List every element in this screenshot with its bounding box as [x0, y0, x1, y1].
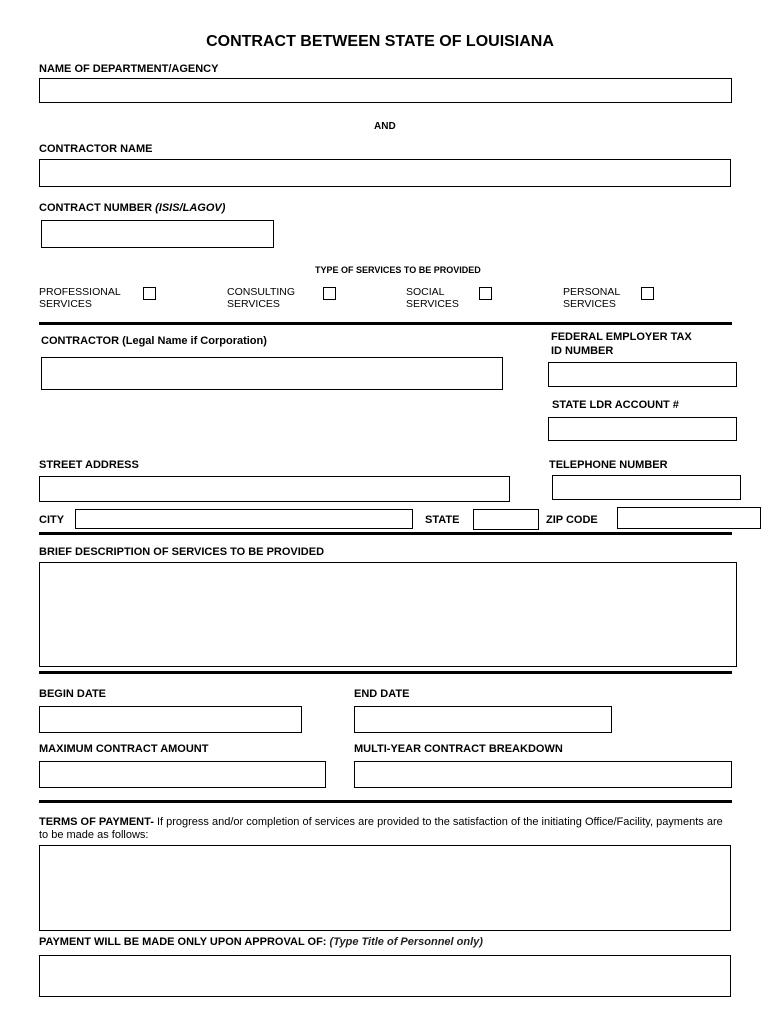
- city-field[interactable]: [75, 509, 413, 529]
- multi-year-label: MULTI-YEAR CONTRACT BREAKDOWN: [354, 743, 563, 755]
- service-option-social: SOCIAL SERVICES: [406, 286, 459, 310]
- telephone-field[interactable]: [552, 475, 741, 500]
- service-option-personal: PERSONAL SERVICES: [563, 286, 621, 310]
- consulting-services-checkbox[interactable]: [323, 287, 336, 300]
- ldr-label: STATE LDR ACCOUNT #: [552, 399, 679, 411]
- begin-date-label: BEGIN DATE: [39, 688, 107, 700]
- max-amount-field[interactable]: [39, 761, 326, 788]
- fein-field[interactable]: [548, 362, 737, 387]
- section-divider: [39, 322, 732, 325]
- section-divider: [39, 532, 732, 535]
- end-date-field[interactable]: [354, 706, 612, 733]
- contractor-name-field[interactable]: [39, 159, 731, 187]
- ldr-field[interactable]: [548, 417, 737, 441]
- approval-field[interactable]: [39, 955, 731, 997]
- service-option-consulting: CONSULTING SERVICES: [227, 286, 296, 310]
- department-label: NAME OF DEPARTMENT/AGENCY: [39, 63, 219, 75]
- zip-label: ZIP CODE: [546, 514, 598, 526]
- fein-label: FEDERAL EMPLOYER TAX ID NUMBER: [551, 331, 692, 357]
- contractor-legal-field[interactable]: [41, 357, 503, 390]
- street-field[interactable]: [39, 476, 510, 502]
- contract-number-label: CONTRACT NUMBER (ISIS/LAGOV): [39, 202, 226, 214]
- end-date-label: END DATE: [354, 688, 410, 700]
- form-title: CONTRACT BETWEEN STATE OF LOUISIANA: [206, 33, 554, 50]
- services-heading: TYPE OF SERVICES TO BE PROVIDED: [315, 265, 481, 275]
- description-field[interactable]: [39, 562, 737, 667]
- description-label: BRIEF DESCRIPTION OF SERVICES TO BE PROVIDED: [39, 546, 325, 558]
- department-field[interactable]: [39, 78, 732, 103]
- professional-services-checkbox[interactable]: [143, 287, 156, 300]
- section-divider: [39, 800, 732, 803]
- street-label: STREET ADDRESS: [39, 459, 139, 471]
- personal-services-checkbox[interactable]: [641, 287, 654, 300]
- terms-of-payment-field[interactable]: [39, 845, 731, 931]
- contract-number-field[interactable]: [41, 220, 274, 248]
- section-divider: [39, 671, 732, 674]
- state-field[interactable]: [473, 509, 539, 530]
- state-label: STATE: [425, 514, 460, 526]
- terms-of-payment-text: TERMS OF PAYMENT- If progress and/or completion of services are provided to the satisfaction of the initiating Office/Facility, payments are to be made as follows:: [39, 816, 723, 841]
- approval-label: PAYMENT WILL BE MADE ONLY UPON APPROVAL OF: (Type Title of Personnel only): [39, 936, 483, 948]
- service-option-professional: PROFESSIONAL SERVICES: [39, 286, 121, 310]
- max-amount-label: MAXIMUM CONTRACT AMOUNT: [39, 743, 209, 755]
- and-text: AND: [374, 121, 396, 132]
- social-services-checkbox[interactable]: [479, 287, 492, 300]
- telephone-label: TELEPHONE NUMBER: [549, 459, 668, 471]
- contractor-legal-label: CONTRACTOR (Legal Name if Corporation): [41, 335, 267, 347]
- contractor-name-label: CONTRACTOR NAME: [39, 143, 153, 155]
- zip-field[interactable]: [617, 507, 761, 529]
- city-label: CITY: [39, 514, 65, 526]
- multi-year-field[interactable]: [354, 761, 732, 788]
- begin-date-field[interactable]: [39, 706, 302, 733]
